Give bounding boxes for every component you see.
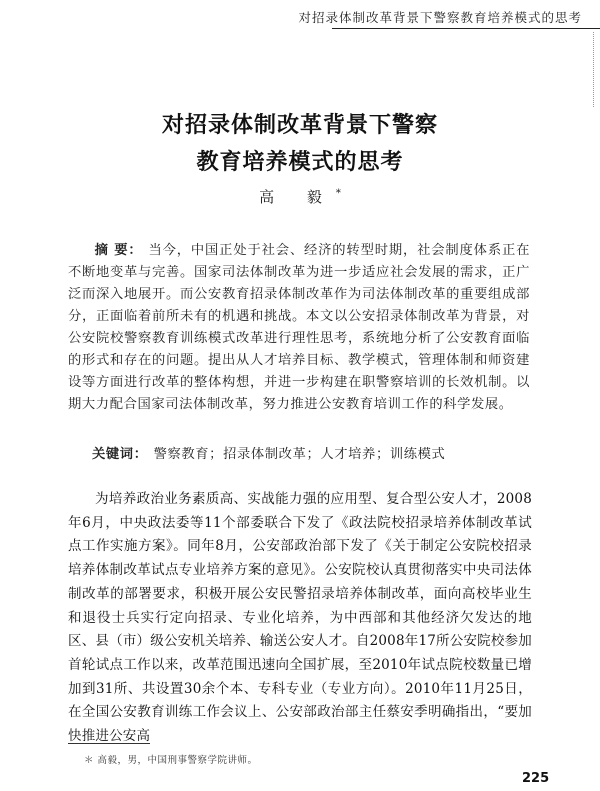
margin-scan-artifact — [589, 32, 594, 107]
abstract — [68, 240, 530, 416]
abstract-label: 摘 要： — [94, 243, 143, 258]
keywords — [92, 443, 445, 462]
running-head: 对招录体制改革背景下警察教育培养模式的思考 — [298, 10, 582, 25]
author-name: 高 毅 — [259, 188, 336, 206]
header-rule — [332, 28, 600, 29]
keywords-text: 警察教育；招录体制改革；人才培养；训练模式 — [153, 447, 446, 462]
keywords-label: 关键词： — [92, 447, 148, 462]
footnote: ＊ 高毅，男，中国刑事警察学院讲师。 — [84, 755, 258, 766]
article-title-line2: 教育培养模式的思考 — [196, 149, 404, 175]
article-title-line1: 对招录体制改革背景下警察 — [161, 112, 438, 138]
footnote-rule — [68, 743, 150, 744]
page-number: 225 — [522, 771, 550, 786]
abstract-text: 当今，中国正处于社会、经济的转型时期，社会制度体系正在不断地变革与完善。国家司法体制改革为进一步适应社会发展的需求，正广泛而深入地展开。而公安教育招录体制改革作为司法体制改革的重要组成部分，正面临着前所未有的机遇和挑战。本文以公安招录体制改革为背景，对公安院校警察教育训练模式改革进行理性思考，系统地分析了公安教育面临的形式和存在的问题。提出从人才培养目标、教学模式，管理体制和师资建设等方面进行改革的整体构想，并进一步构建在职警察培训的长效机制。以期大力配合国家司法体制改革，努力推进公安教育培训工作的科学发展。 — [68, 243, 530, 412]
author — [0, 186, 600, 207]
author-footnote-mark: * — [335, 188, 341, 199]
body-paragraph: 为培养政治业务素质高、实战能力强的应用型、复合型公安人才，2008年6月，中央政法委等11个部委联合下发了《政法院校招录培养体制改革试点工作实施方案》。同年8月，公安部政治部下发了《关于制定公安院校招录培养体制改革试点专业培养方案的意见》。公安院校认真贯彻落实中央司法体制改革的部署要求，积极开展公安民警招录培养体制改革，面向高校毕业生和退役士兵实行定向招录、专业化培养，为中西部和其他经济欠发达的地区、县（市）级公安机关培养、输送公安人才。自2008年17所公安院校参加首轮试点工作以来，改革范围迅速向全国扩展，至2010年试点院校数量已增加到31所、共设置30余个本、专科专业（专业方向）。2010年11月25日，在全国公安教育训练工作会议上、公安部政治部主任蔡安季明确指出，“要加快推进公安高 — [68, 491, 532, 745]
